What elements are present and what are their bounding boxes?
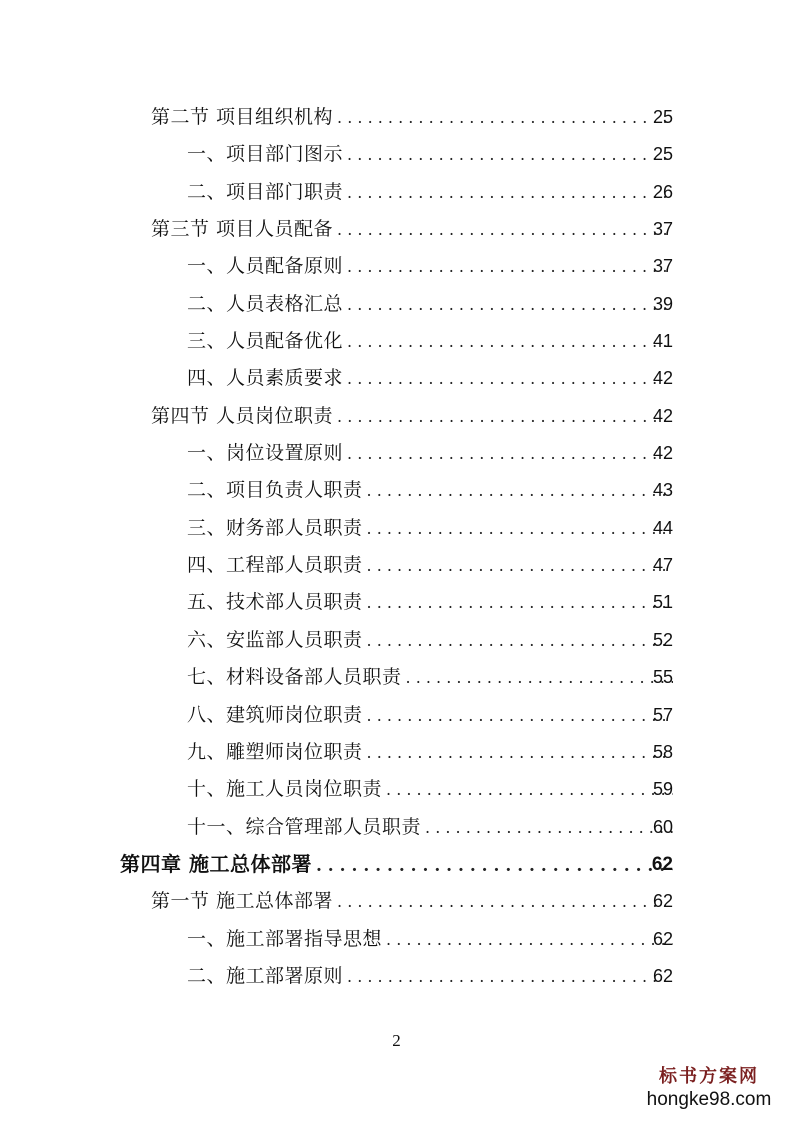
toc-entry-line <box>187 921 673 958</box>
toc-entry-title: 一、岗位设置原则 <box>187 442 344 465</box>
toc-entry-page: 59 <box>652 779 673 800</box>
toc-entry[interactable] <box>0 659 793 696</box>
toc-entry-title: 九、雕塑师岗位职责 <box>187 740 363 763</box>
toc-entry-title: 三、财务部人员职责 <box>187 516 363 539</box>
toc-entry-page: 25 <box>652 107 673 127</box>
toc-dot-leader <box>363 697 673 734</box>
table-of-contents <box>0 99 793 995</box>
toc-entry-page: 42 <box>652 405 673 426</box>
toc-entry[interactable] <box>0 584 793 621</box>
toc-entry-page: 51 <box>652 592 673 613</box>
toc-entry[interactable] <box>0 921 793 958</box>
toc-entry[interactable] <box>0 323 793 360</box>
toc-dot-leader <box>421 809 673 846</box>
toc-entry-page: 25 <box>652 144 673 165</box>
toc-entry-line <box>187 435 673 472</box>
toc-entry-title: 第四节 人员岗位职责 <box>151 404 334 427</box>
page-number: 2 <box>392 1031 401 1050</box>
toc-entry[interactable] <box>0 510 793 547</box>
toc-dot-leader <box>333 883 673 920</box>
toc-entry[interactable] <box>0 435 793 472</box>
toc-entry-page: 57 <box>652 704 673 725</box>
toc-entry-title: 二、人员表格汇总 <box>187 292 344 315</box>
toc-entry-line <box>120 846 673 885</box>
toc-entry[interactable] <box>0 248 793 285</box>
toc-entry-line <box>187 136 673 173</box>
toc-entry-title: 七、材料设备部人员职责 <box>187 666 402 689</box>
toc-entry-line <box>187 659 673 696</box>
toc-entry-line <box>187 286 673 323</box>
toc-dot-leader <box>363 472 673 509</box>
toc-entry-line <box>187 248 673 285</box>
toc-entry-page: 62 <box>652 965 673 986</box>
toc-entry-line <box>187 697 673 734</box>
toc-dot-leader <box>363 734 673 771</box>
toc-entry-line <box>187 809 673 846</box>
toc-entry-title: 一、人员配备原则 <box>187 255 344 278</box>
toc-entry-title: 四、工程部人员职责 <box>187 554 363 577</box>
toc-dot-leader <box>382 921 673 958</box>
toc-dot-leader <box>363 584 673 621</box>
toc-entry-title: 二、项目负责人职责 <box>187 479 363 502</box>
toc-entry-page: 41 <box>652 331 673 352</box>
toc-entry-page: 55 <box>652 667 673 688</box>
toc-entry-line <box>187 472 673 509</box>
toc-entry-title: 第一节 施工总体部署 <box>151 890 334 913</box>
toc-entry[interactable] <box>0 883 793 920</box>
toc-entry-page: 43 <box>652 480 673 501</box>
toc-entry-title: 十、施工人员岗位职责 <box>187 778 383 801</box>
toc-entry[interactable] <box>0 846 793 883</box>
toc-dot-leader <box>402 659 673 696</box>
toc-dot-leader <box>363 547 673 584</box>
toc-entry[interactable] <box>0 472 793 509</box>
toc-entry-line <box>151 883 673 920</box>
toc-entry-page: 60 <box>652 816 673 837</box>
toc-dot-leader <box>343 248 673 285</box>
toc-dot-leader <box>343 286 673 323</box>
toc-entry-page: 62 <box>651 853 673 875</box>
toc-entry-title: 十一、综合管理部人员职责 <box>187 815 422 838</box>
toc-dot-leader <box>343 323 673 360</box>
toc-entry[interactable] <box>0 398 793 435</box>
toc-entry-line <box>151 211 673 248</box>
toc-entry-page: 44 <box>652 517 673 538</box>
toc-entry[interactable] <box>0 697 793 734</box>
toc-entry-page: 62 <box>652 928 673 949</box>
toc-entry[interactable] <box>0 958 793 995</box>
toc-entry-title: 第二节 项目组织机构 <box>151 106 334 128</box>
toc-entry-line <box>187 771 673 808</box>
toc-entry-title: 五、技术部人员职责 <box>187 591 363 614</box>
toc-entry-line <box>187 547 673 584</box>
toc-dot-leader <box>343 360 673 397</box>
toc-entry-line <box>187 174 673 211</box>
watermark-site-name: 标书方案网 <box>659 1066 759 1087</box>
toc-dot-leader <box>333 99 673 136</box>
toc-dot-leader <box>343 958 673 995</box>
toc-entry[interactable] <box>0 136 793 173</box>
toc-dot-leader <box>363 510 673 547</box>
watermark-logo <box>639 1066 779 1112</box>
toc-entry-title: 二、项目部门职责 <box>187 180 344 203</box>
toc-dot-leader <box>333 211 673 248</box>
toc-entry-page: 42 <box>652 368 673 389</box>
toc-entry[interactable] <box>0 622 793 659</box>
toc-entry[interactable] <box>0 360 793 397</box>
toc-entry-page: 37 <box>652 219 673 240</box>
toc-entry-title: 一、项目部门图示 <box>187 143 344 166</box>
toc-entry[interactable] <box>0 809 793 846</box>
toc-entry-title: 第三节 项目人员配备 <box>151 218 334 241</box>
toc-entry-page: 62 <box>652 891 673 912</box>
toc-entry[interactable] <box>0 547 793 584</box>
toc-entry-page: 26 <box>652 181 673 202</box>
toc-entry-page: 47 <box>652 555 673 576</box>
toc-entry-page: 37 <box>652 256 673 277</box>
toc-entry-line <box>187 622 673 659</box>
toc-entry-title: 八、建筑师岗位职责 <box>187 703 363 726</box>
toc-entry-line <box>187 734 673 771</box>
toc-dot-leader <box>343 136 673 173</box>
toc-entry-title: 二、施工部署原则 <box>187 964 344 987</box>
toc-entry-page: 42 <box>652 443 673 464</box>
toc-entry-title: 一、施工部署指导思想 <box>187 927 383 950</box>
toc-entry-title: 第四章 施工总体部署 <box>120 851 312 876</box>
toc-dot-leader <box>343 174 673 211</box>
toc-dot-leader <box>312 848 673 885</box>
toc-entry[interactable] <box>0 771 793 808</box>
toc-entry[interactable] <box>0 734 793 771</box>
toc-entry-line <box>187 958 673 995</box>
toc-entry-title: 四、人员素质要求 <box>187 367 344 390</box>
toc-entry[interactable] <box>0 174 793 211</box>
toc-entry-page: 39 <box>652 293 673 314</box>
toc-entry-page: 52 <box>652 629 673 650</box>
toc-entry-line <box>151 398 673 435</box>
toc-entry-title: 六、安监部人员职责 <box>187 628 363 651</box>
toc-entry-line <box>151 99 673 136</box>
toc-entry[interactable] <box>0 99 793 136</box>
watermark-url: hongke98.com <box>646 1089 772 1110</box>
toc-dot-leader <box>333 398 673 435</box>
toc-entry-line <box>187 360 673 397</box>
toc-entry[interactable] <box>0 211 793 248</box>
toc-entry-title: 三、人员配备优化 <box>187 330 344 353</box>
toc-entry-line <box>187 510 673 547</box>
toc-dot-leader <box>343 435 673 472</box>
toc-entry-line <box>187 584 673 621</box>
toc-entry-line <box>187 323 673 360</box>
toc-entry-page: 58 <box>652 741 673 762</box>
toc-dot-leader <box>363 622 673 659</box>
toc-entry[interactable] <box>0 286 793 323</box>
toc-dot-leader <box>382 771 673 808</box>
